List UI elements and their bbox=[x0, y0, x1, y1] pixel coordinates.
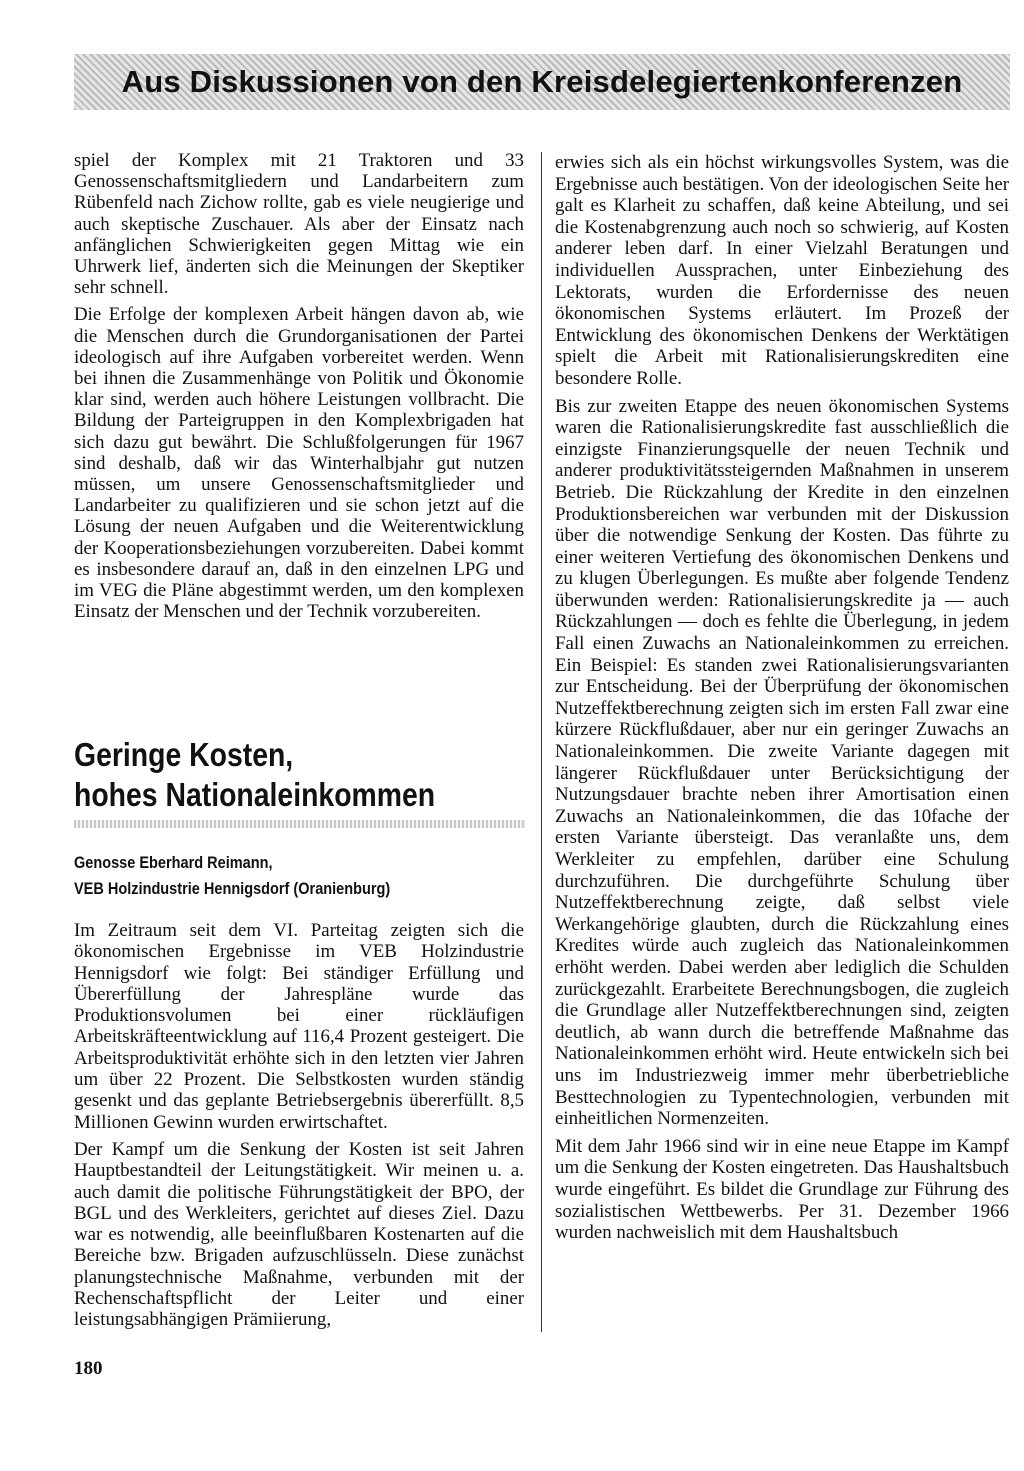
paragraph: Im Zeitraum seit dem VI. Parteitag zeigten sich die ökonomischen Ergebnisse im VEB Holzindustrie Hennigsdorf wie folgt: Bei ständiger Erfüllung und Übererfüllung der Jahrespläne wurde das Produktionsvolumen bei einer rückläufigen Arbeitskräfteentwicklung auf 116,4 Prozent gesteigert. Die Arbeitsproduktivität erhöhte sich in den letzten vier Jahren um über 22 Prozent. Die Selbstkosten wurden ständig gesenkt und das geplante Betriebsergebnis übererfüllt. 8,5 Millionen Gewinn wurden erwirtschaftet. bbox=[74, 920, 524, 1133]
author-name: Genosse Eberhard Reimann, bbox=[74, 854, 273, 872]
left-column-article bbox=[74, 920, 524, 1331]
article-byline bbox=[74, 850, 479, 902]
author-affiliation: VEB Holzindustrie Hennigsdorf (Oranienburg) bbox=[74, 880, 391, 898]
page-number: 180 bbox=[74, 1358, 103, 1379]
paragraph: Bis zur zweiten Etappe des neuen ökonomischen Systems waren die Rationalisierungskredite fast ausschließlich die einzigste Finanzierungsquelle der neuen Technik und anderer produktivitätssteigernden Maßnahmen in unserem Betrieb. Die Rückzahlung der Kredite in den einzelnen Produktionsbereichen war verbunden mit der Diskussion über die notwendige Senkung der Kosten. Das führte zu einer weiteren Vertiefung des ökonomischen Denkens und zu klugen Überlegungen. Es mußte aber folgende Tendenz überwunden werden: Rationalisierungskredite ja — auch Rückzahlungen — doch es fehlte die Überlegung, in jedem Fall einen Zuwachs an Nationaleinkommen zu erreichen. Ein Beispiel: Es standen zwei Rationalisierungsvarianten zur Entscheidung. Bei der Überprüfung der ökonomischen Nutzeffektberechnung zeigten sich im ersten Fall zwar eine kürzere Rückflußdauer, aber nur ein geringer Zuwachs an Nationaleinkommen. Die zweite Variante dagegen mit längerer Rückflußdauer unter Berücksichtigung der Nutzungsdauer brachte neben ihrer Amortisation einen Zuwachs an Nationaleinkommen, die das 10fache der ersten Variante übersteigt. Das veranlaßte uns, dem Werkleiter zu empfehlen, darüber eine Schulung durchzuführen. Die durchgeführte Schulung über Nutzeffektberechnung zeigte, daß selbst viele Werkangehörige glaubten, durch die Rückzahlung eines Kredites würde auch zugleich das Nationaleinkommen erhöht werden. Dabei werden aber lediglich die Schulden zurückgezahlt. Erarbeitete Berechnungsbogen, die zugleich die Grundlage aller Nutzeffektberechnungen sind, zeigten deutlich, ab wann durch die betreffende Maßnahme das Nationaleinkommen erhöht wird. Heute entwickeln sich bei uns im Industriezweig immer mehr überbetriebliche Besttechnologien zu Typentechnologien, verbunden mit einheitlichen Normenzeiten. bbox=[555, 395, 1009, 1130]
article-heading-line: hohes Nationaleinkommen bbox=[74, 776, 436, 813]
section-banner bbox=[74, 54, 1010, 110]
paragraph: Die Erfolge der komplexen Arbeit hängen davon ab, wie die Menschen durch die Grundorganisationen der Partei ideologisch auf ihre Aufgaben vorbereitet werden. Wenn bei ihnen die Zusammenhänge von Politik und Ökonomie klar sind, werden auch höhere Leistungen vollbracht. Die Bildung der Parteigruppen in den Komplexbrigaden hat sich dazu gut bewährt. Die Schlußfolgerungen für 1967 sind deshalb, daß wir das Winterhalbjahr gut nutzen müssen, um unsere Genossenschaftsmitglieder und Landarbeiter zu qualifizieren und sie schon jetzt auf die Lösung der neuen Aufgaben und die Weiterentwicklung der Kooperationsbeziehungen vorzubereiten. Dabei kommt es insbesondere darauf an, daß in den einzelnen LPG und im VEG die Pläne abgestimmt werden, um den komplexen Einsatz der Menschen und der Technik vorzubereiten. bbox=[74, 304, 524, 623]
article-heading bbox=[74, 735, 461, 815]
heading-divider bbox=[74, 820, 526, 828]
banner-title: Aus Diskussionen von den Kreisdelegiertenkonferenzen bbox=[121, 64, 963, 99]
paragraph: Mit dem Jahr 1966 sind wir in eine neue Etappe im Kampf um die Senkung der Kosten eingetreten. Das Haushaltsbuch wurde eingeführt. Es bildet die Grundlage zur Führung des sozialistischen Wettbewerbs. Per 31. Dezember 1966 wurden nachweislich mit dem Haushaltsbuch bbox=[555, 1135, 1009, 1244]
paragraph: Der Kampf um die Senkung der Kosten ist seit Jahren Hauptbestandteil der Leitungstätigkeit. Wir meinen u. a. auch damit die politische Führungstätigkeit der BPO, der BGL und des Werkleiters, gerichtet auf dieses Ziel. Dazu war es notwendig, alle beeinflußbaren Kostenarten auf die Bereiche bzw. Brigaden aufzuschlüsseln. Diese zunächst planungstechnische Maßnahme, verbunden mit der Rechenschaftspflicht der Leiter und einer leistungsabhängigen Prämiierung, bbox=[74, 1138, 524, 1331]
paragraph: erwies sich als ein höchst wirkungsvolles System, was die Ergebnisse auch bestätigen. Von der ideologischen Seite her galt es Klarheit zu schaffen, daß keine Abteilung, und sei die Kostenabgrenzung auch noch so schwierig, auf Kosten anderer leben darf. In einer Vielzahl Beratungen und individuellen Aussprachen, unter Einbeziehung des Lektorats, wurden die Erfordernisse des neuen ökonomischen Systems erläutert. Im Prozeß der Entwicklung des ökonomischen Denkens der Werktätigen spielt die Arbeit mit Rationalisierungskrediten eine besondere Rolle. bbox=[555, 152, 1009, 389]
paragraph: spiel der Komplex mit 21 Traktoren und 33 Genossenschaftsmitgliedern und Landarbeitern zum Rübenfeld nach Zichow rollte, gab es viele neugierige und auch skeptische Zuschauer. Als aber der Einsatz nach anfänglichen Schwierigkeiten gegen Mittag wie ein Uhrwerk lief, änderten sich die Meinungen der Skeptiker sehr schnell. bbox=[74, 150, 524, 299]
column-divider bbox=[541, 152, 542, 1332]
right-column bbox=[555, 152, 1009, 1244]
left-column-top bbox=[74, 150, 524, 622]
article-heading-line: Geringe Kosten, bbox=[74, 736, 294, 773]
